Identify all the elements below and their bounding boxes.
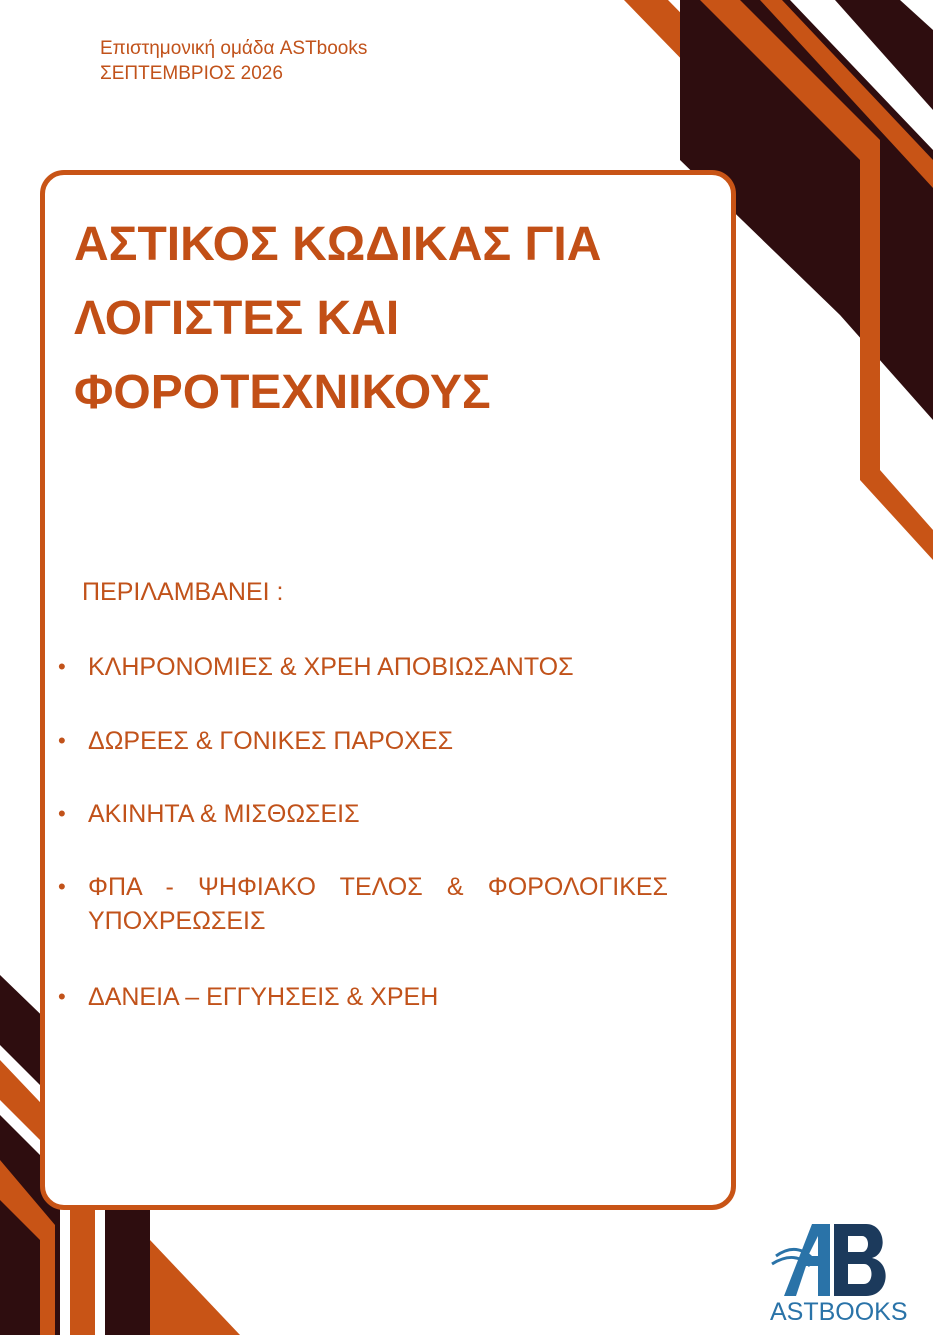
title-line-1: ΑΣΤΙΚΟΣ ΚΩΔΙΚΑΣ ΓΙΑ [74, 218, 602, 271]
publication-date: ΣΕΠΤΕΜΒΡΙΟΣ 2026 [100, 63, 283, 84]
includes-label: ΠΕΡΙΛΑΜΒΑΝΕΙ : [82, 578, 284, 606]
list-item [56, 797, 668, 831]
stripe-bottom-orange-3 [150, 1240, 240, 1335]
logo-wordmark: ASTBOOKS [770, 1298, 908, 1326]
title-line-2: ΛΟΓΙΣΤΕΣ ΚΑΙ [74, 292, 400, 345]
list-item [56, 980, 668, 1014]
list-item-text: ΚΛΗΡΟΝΟΜΙΕΣ & ΧΡΕΗ ΑΠΟΒΙΩΣΑΝΤΟΣ [88, 653, 574, 681]
list-item-text: ΔΩΡΕΕΣ & ΓΟΝΙΚΕΣ ΠΑΡΟΧΕΣ [88, 727, 454, 755]
publisher-header [100, 36, 367, 86]
title-line-3: ΦΟΡΟΤΕΧΝΙΚΟΥΣ [74, 366, 491, 419]
list-item [56, 650, 668, 684]
bullet: • [58, 984, 66, 1009]
list-item-text: ΑΚΙΝΗΤΑ & ΜΙΣΘΩΣΕΙΣ [88, 800, 360, 828]
book-title [74, 208, 714, 430]
list-item-text: ΦΠΑ - ΨΗΦΙΑΚΟ ΤΕΛΟΣ & ΦΟΡΟΛΟΓΙΚΕΣ ΥΠΟΧΡΕΩΣΕΙΣ [88, 873, 668, 935]
list-item-text: ΔΑΝΕΙΑ – ΕΓΓΥΗΣΕΙΣ & ΧΡΕΗ [88, 983, 439, 1011]
bullet: • [58, 801, 66, 826]
bullet: • [58, 874, 66, 899]
list-item [56, 870, 668, 938]
publisher-team: Επιστημονική ομάδα ASTbooks [100, 38, 368, 59]
list-item [56, 724, 668, 758]
bullet: • [58, 654, 66, 679]
bullet: • [58, 728, 66, 753]
